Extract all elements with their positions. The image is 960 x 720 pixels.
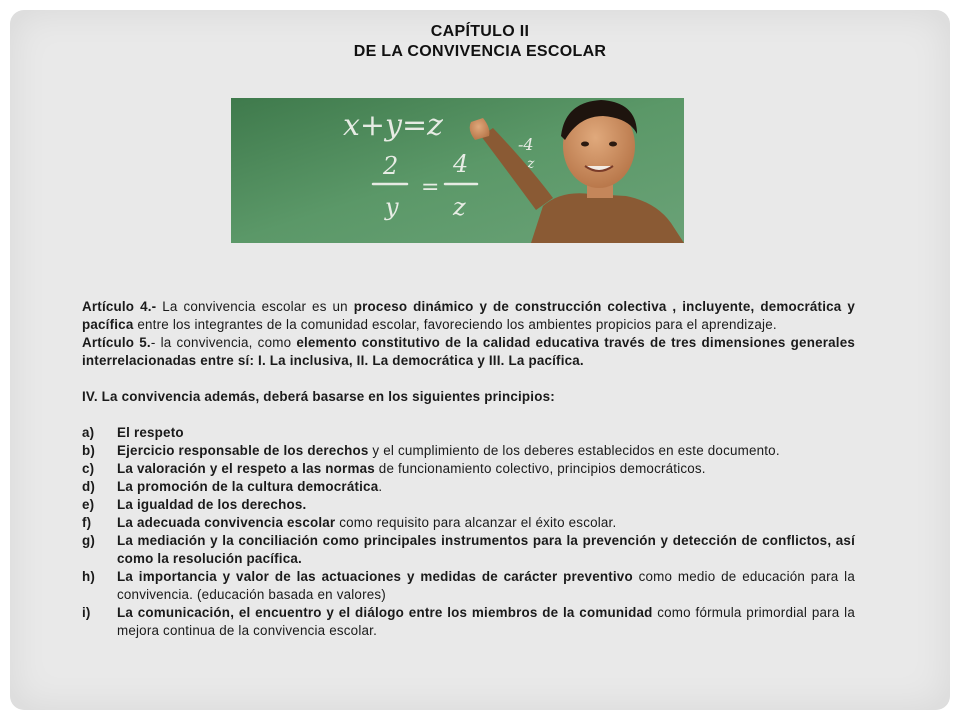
principle-text: como fórmula primordial para la mejora continua de la convivencia escolar. [117,605,855,638]
page-title [10,22,950,62]
principle-marker: e) [82,497,95,512]
article-5-text-1: - la convivencia, como [150,335,297,350]
principle-marker: g) [82,533,96,548]
article-5-label: Artículo 5. [82,335,151,350]
principle-bold-text: La valoración y el respeto a las normas [117,461,375,476]
photo-illustration [231,98,684,243]
principle-bold-text: La mediación y la conciliación como principales instrumentos para la prevención y detección de conflictos, así como la resolución pacífica. [117,533,855,566]
principle-text: como medio de educación para la convivencia. (educación basada en valores) [117,569,855,602]
student-at-chalkboard-photo [231,98,684,243]
board-fragment-2: z [527,156,535,172]
principle-text: de funcionamiento colectivo, principios democráticos. [374,461,706,476]
principle-marker: f) [82,515,92,530]
principle-item [82,424,855,442]
principle-bold-text: La comunicación, el encuentro y el diálogo entre los miembros de la comunidad [117,605,653,620]
principle-bold-text: Ejercicio responsable de los derechos [117,443,369,458]
principle-bold-text: La importancia y valor de las actuaciones y medidas de carácter preventivo [117,569,633,584]
principles-intro [82,388,855,406]
principle-marker: b) [82,443,96,458]
principle-item [82,460,855,478]
board-denominator-1: y [385,193,399,221]
principle-marker: d) [82,479,96,494]
chapter-subheading: DE LA CONVIVENCIA ESCOLAR [353,43,607,60]
principle-item [82,442,855,460]
article-5 [82,334,855,370]
principles-intro-text: IV. La convivencia además, deberá basarse en los siguientes principios: [82,389,555,404]
board-numerator-1: 2 [383,152,399,180]
principle-item [82,478,855,496]
principle-bold-text: La igualdad de los derechos. [117,497,307,512]
principle-marker: c) [82,461,95,476]
principle-item [82,532,855,568]
principle-item [82,604,855,640]
article-4-bold: proceso dinámico y de construcción colectiva , incluyente, democrática y pacífica [82,299,855,332]
board-fragment-1: -4 [518,135,534,154]
principle-item [82,496,855,514]
slide [10,10,950,710]
board-equation: x+y=z [343,108,443,143]
principle-text: . [378,479,383,494]
principle-bold-text: El respeto [117,425,184,440]
article-5-bold: elemento constitutivo de la calidad educativa través de tres dimensiones generales interrelacionadas entre sí: I. La inclusiva, II. La democrática y III. La pacífica. [82,335,855,368]
board-equals: = [421,175,440,200]
article-4 [82,298,855,334]
chapter-heading: CAPÍTULO II [430,23,530,40]
principle-item [82,568,855,604]
board-denominator-2: z [453,193,466,221]
principles-list [82,424,855,640]
principle-marker: i) [82,605,91,620]
principle-text: como requisito para alcanzar el éxito escolar. [335,515,617,530]
article-4-text-2: entre los integrantes de la comunidad escolar, favoreciendo los ambientes propicios para el aprendizaje. [133,317,777,332]
principle-text: y el cumplimiento de los deberes establecidos en este documento. [368,443,780,458]
article-content [82,298,855,640]
principle-bold-text: La promoción de la cultura democrática [117,479,379,494]
article-4-label: Artículo 4.- [82,299,157,314]
principle-bold-text: La adecuada convivencia escolar [117,515,336,530]
principle-item [82,514,855,532]
article-4-text-1: La convivencia escolar es un [156,299,354,314]
board-numerator-2: 4 [453,150,469,178]
principle-marker: a) [82,425,95,440]
principle-marker: h) [82,569,96,584]
